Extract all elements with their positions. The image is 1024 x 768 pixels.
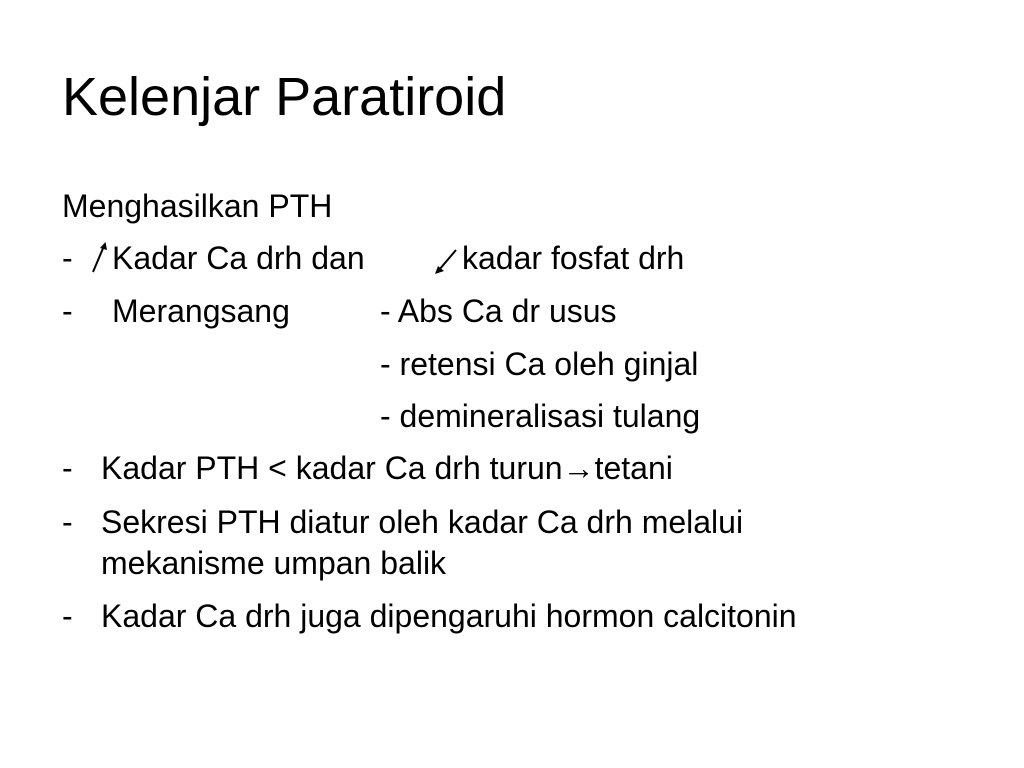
item3-text: Kadar PTH < kadar Ca drh turun→tetani [101,450,673,486]
item2-label: Merangsang [112,293,290,329]
bullet-dash: - [62,450,73,486]
item4-line1: Sekresi PTH diatur oleh kadar Ca drh melalui [101,504,744,540]
item5-text: Kadar Ca drh juga dipengaruhi hormon calcitonin [101,598,797,634]
arrow-up-icon [88,240,110,274]
item2-effect: - demineralisasi tulang [380,398,701,434]
bullet-dash: - [62,504,73,540]
slide-title: Kelenjar Paratiroid [62,67,507,127]
bullet-dash: - [62,598,73,634]
item2-effect: - Abs Ca dr usus [380,293,617,329]
item1-text-a: Kadar Ca drh dan [112,240,365,276]
bullet-dash: - [62,240,73,276]
item1-text-b: kadar fosfat drh [462,240,685,276]
arrow-down-icon [432,246,460,276]
intro-text: Menghasilkan PTH [62,188,333,224]
item2-effect: - retensi Ca oleh ginjal [380,346,699,382]
bullet-dash: - [62,293,73,329]
item4-line2: mekanisme umpan balik [101,545,447,581]
